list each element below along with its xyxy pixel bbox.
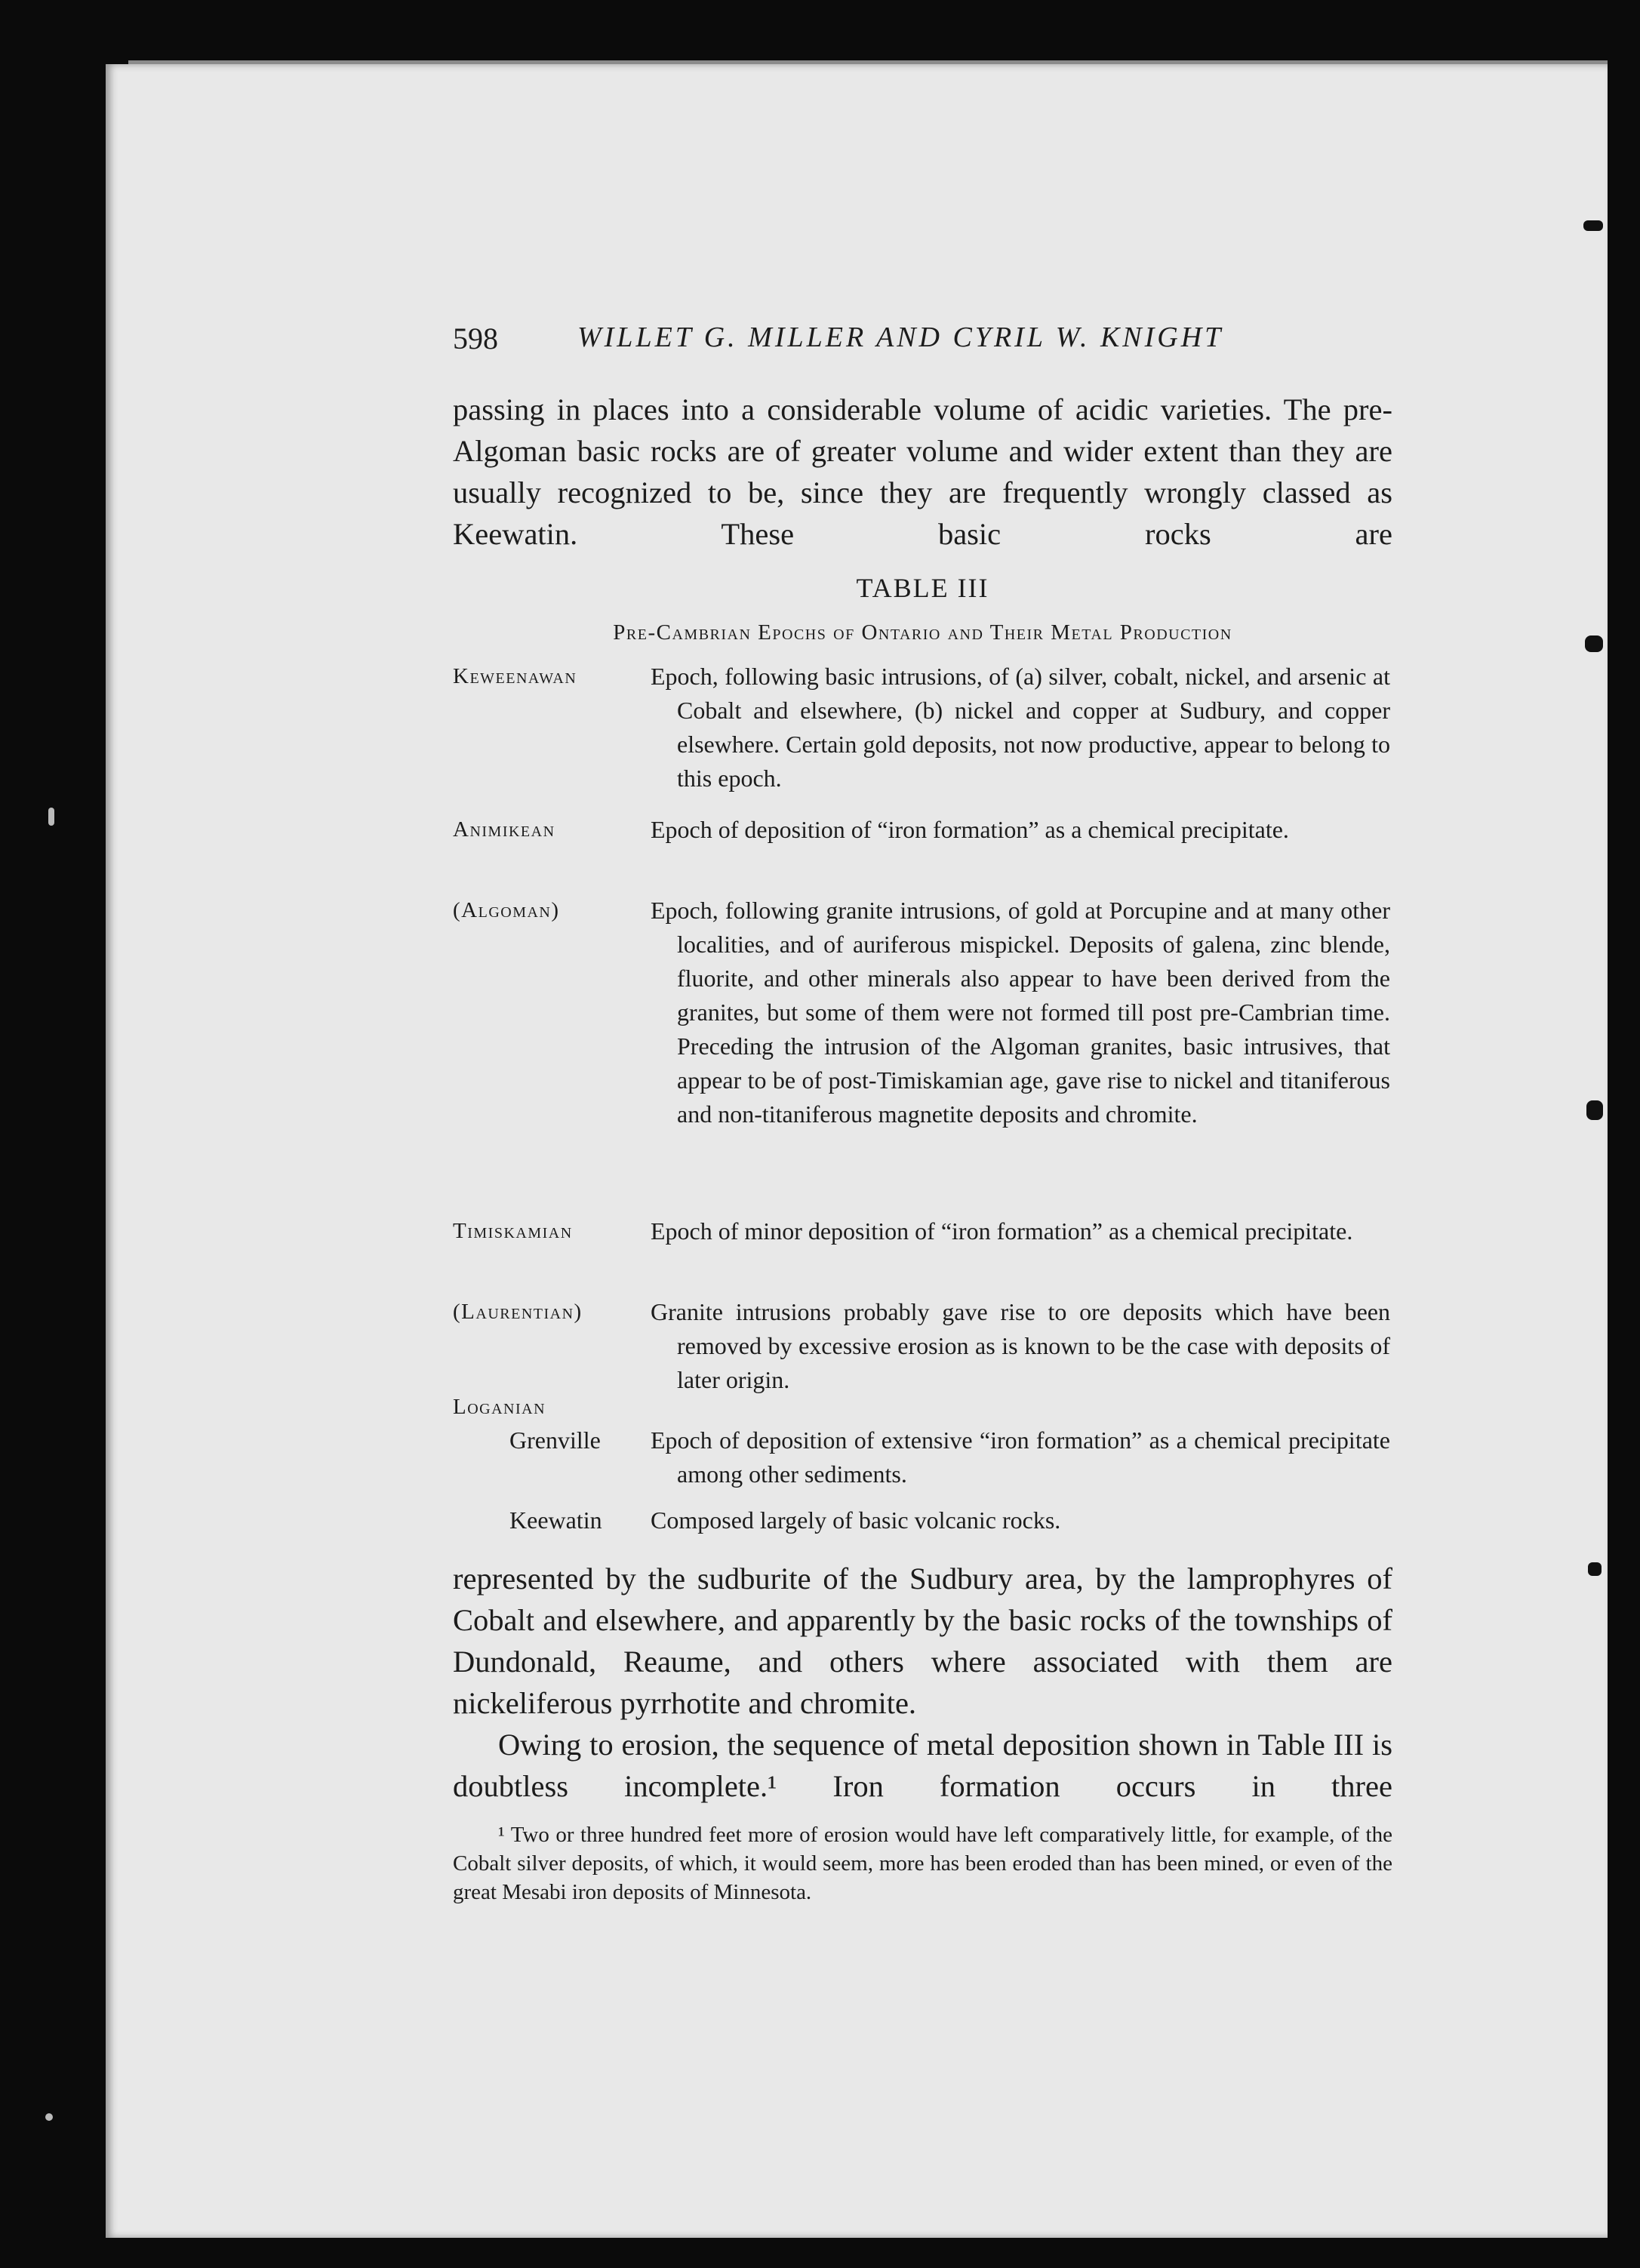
epoch-name-animikean: Animikean	[453, 817, 555, 842]
epoch-description-timiskamian: Epoch of minor deposition of “iron formation” as a chemical precipitate.	[651, 1217, 1353, 1245]
body-paragraph-bottom-1: represented by the sudburite of the Sudbury area, by the lamprophyres of Cobalt and elsewhere, and apparently by the basic rocks of the townships of Dundonald, Reaume, and others where associated with them are nickeliferous pyrrhotite and chromite.	[453, 1562, 1392, 1720]
body-paragraph-bottom-2: Owing to erosion, the sequence of metal deposition shown in Table III is doubtless incomplete.¹ Iron formation occurs in three	[453, 1728, 1392, 1803]
scan-mark	[1586, 1100, 1603, 1120]
epoch-description-grenville: Epoch of deposition of extensive “iron formation” as a chemical precipitate among other sediments.	[651, 1426, 1390, 1488]
epoch-name-laurentian: (Laurentian)	[453, 1300, 583, 1324]
epoch-name-keewatin: Keewatin	[509, 1506, 602, 1534]
table-subtitle: Pre-Cambrian Epochs of Ontario and Their Metal Production	[613, 620, 1232, 645]
page-header	[453, 321, 1396, 366]
footnote: ¹ Two or three hundred feet more of erosion would have left comparatively little, for example, of the Cobalt silver deposits, of which, it would seem, more has been eroded than has been mined, or even of the great Mesabi iron deposits of Minnesota.	[453, 1823, 1392, 1904]
epoch-description-laurentian: Granite intrusions probably gave rise to ore deposits which have been removed by excessive erosion as is known to be the case with deposits of later origin.	[651, 1298, 1390, 1393]
epoch-description-animikean: Epoch of deposition of “iron formation” as a chemical precipitate.	[651, 816, 1289, 843]
epoch-description-keewatin: Composed largely of basic volcanic rocks.	[651, 1506, 1061, 1534]
epoch-name-timiskamian: Timiskamian	[453, 1219, 573, 1243]
epoch-description-algoman: Epoch, following granite intrusions, of gold at Porcupine and at many other localities, and of auriferous mispickel. Deposits of galena, zinc blende, fluorite, and other minerals also appear to have been derived from the granites, but some of them were not formed till post pre-Cambrian time. Preceding the intrusion of the Algoman granites, basic intrusives, that appear to be of post-Timiskamian age, gave rise to nickel and titaniferous and non-titaniferous magnetite deposits and chromite.	[651, 897, 1390, 1128]
epoch-name-keweenawan: Keweenawan	[453, 664, 577, 688]
running-head: WILLET G. MILLER AND CYRIL W. KNIGHT	[577, 322, 1224, 353]
page-number: 598	[453, 322, 498, 355]
body-paragraph-top: passing in places into a considerable volume of acidic varieties. The pre-Algoman basic rocks are of greater volume and wider extent than they are usually recognized to be, since they are frequently wrongly classed as Keewatin. These basic rocks are	[453, 392, 1392, 551]
epoch-description-keweenawan: Epoch, following basic intrusions, of (a) silver, cobalt, nickel, and arsenic at Cobalt and elsewhere, (b) nickel and copper at Sudbury, and copper elsewhere. Certain gold deposits, not now productive, appear to belong to this epoch.	[651, 663, 1390, 792]
scan-mark	[1588, 1562, 1602, 1576]
epoch-name-loganian: Loganian	[453, 1395, 546, 1419]
table-title: TABLE III	[856, 573, 989, 603]
scan-mark	[45, 2113, 53, 2121]
epoch-name-grenville: Grenville	[509, 1426, 601, 1454]
epoch-name-algoman: (Algoman)	[453, 898, 560, 922]
scan-mark	[1585, 635, 1603, 652]
scan-mark	[48, 808, 54, 826]
scan-mark	[1583, 220, 1603, 231]
